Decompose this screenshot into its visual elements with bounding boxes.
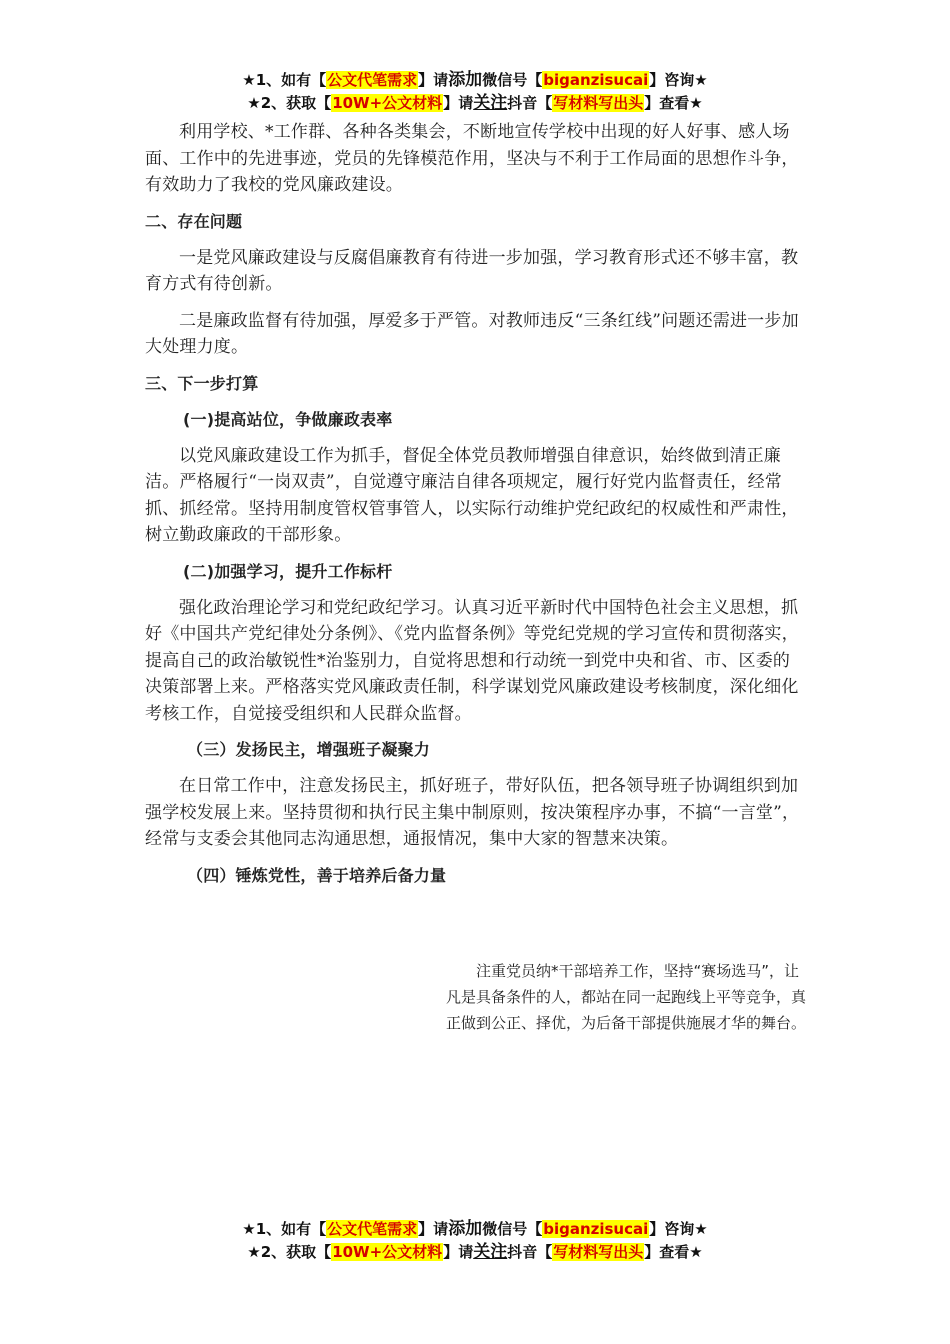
banner-line-1	[0, 1218, 950, 1241]
paragraph-step-4: 注重党员纳*干部培养工作，坚持“赛场选马”，让凡是具备条件的人，都站在同一起跑线上平等竞争，真正做到公正、择优，为后备干部提供施展才华的舞台。	[446, 962, 807, 1032]
highlight-wechat-id: biganzisucai	[543, 1220, 649, 1238]
highlight-wechat-id: biganzisucai	[543, 71, 649, 89]
paragraph-issue-2: 二是廉政监督有待加强，厚爱多于严管。对教师违反“三条红线”问题还需进一步加大处理力度。	[145, 310, 799, 357]
floating-text-box	[446, 958, 806, 1036]
banner-text: 】请	[418, 71, 449, 89]
banner-text: 】请	[443, 94, 474, 112]
banner-text: 】咨询★	[649, 71, 708, 89]
subheading-4: （四）锤炼党性，善于培养后备力量	[187, 865, 447, 885]
highlight-materials: 10W+公文材料	[332, 1243, 443, 1261]
paragraph-step-3: 在日常工作中，注意发扬民主，抓好班子，带好队伍，把各领导班子协调组织到加强学校发展上来。坚持贯彻和执行民主集中制原则，按决策程序办事，不搞“一言堂”，经常与支委会其他同志沟通思想，通报情况，集中大家的智慧来决策。	[145, 776, 800, 849]
banner-text: ★2、获取【	[247, 1243, 332, 1261]
banner-line-2	[0, 1241, 950, 1264]
banner-text: 】请	[418, 1220, 449, 1238]
heading-issues: 二、存在问题	[145, 211, 243, 231]
paragraph-issue-1: 一是党风廉政建设与反腐倡廉教育有待进一步加强，学习教育形式还不够丰富，教育方式有待创新。	[145, 247, 799, 294]
paragraph-step-2: 强化政治理论学习和党纪政纪学习。认真习近平新时代中国特色社会主义思想，抓好《中国共产党纪律处分条例》、《党内监督条例》等党纪党规的学习宣传和贯彻落实，提高自己的政治敏锐性*治鉴别力，自觉将思想和行动统一到党中央和省、市、区委的决策部署上来。严格落实党风廉政责任制，科学谋划党风廉政建设考核制度，深化细化考核工作，自觉接受组织和人民群众监督。	[145, 597, 799, 724]
highlight-service: 公文代笔需求	[327, 71, 418, 89]
paragraph-intro: 利用学校、*工作群、各种各类集会，不断地宣传学校中出现的好人好事、感人场面、工作中的先进事迹，党员的先锋模范作用，坚决与不利于工作局面的思想作斗争，有效助力了我校的党风廉政建设。	[145, 122, 799, 195]
banner-emphasis: 添加	[448, 1219, 483, 1239]
footer-banner	[0, 1218, 950, 1264]
banner-text: 】咨询★	[649, 1220, 708, 1238]
banner-text: ★1、如有【	[242, 1220, 327, 1238]
highlight-materials: 10W+公文材料	[332, 94, 443, 112]
banner-text: 抖音【	[507, 94, 553, 112]
banner-emphasis: 添加	[448, 70, 483, 90]
header-banner	[0, 69, 950, 115]
subheading-2: (二)加强学习，提升工作标杆	[183, 561, 393, 581]
banner-text: 】查看★	[644, 1243, 703, 1261]
banner-text: 微信号【	[482, 1220, 543, 1238]
banner-line-2	[0, 92, 950, 115]
highlight-service: 公文代笔需求	[327, 1220, 418, 1238]
banner-emphasis: 关注	[473, 1242, 508, 1262]
subheading-3: （三）发扬民主，增强班子凝聚力	[187, 740, 431, 759]
document-body	[145, 119, 807, 889]
highlight-douyin-id: 写材料写出头	[553, 1243, 644, 1261]
banner-text: ★2、获取【	[247, 94, 332, 112]
paragraph-step-1: 以党风廉政建设工作为抓手，督促全体党员教师增强自律意识，始终做到清正廉洁。严格履行“一岗双责”，自觉遵守廉洁自律各项规定，履行好党内监督责任，经常抓、抓经常。坚持用制度管权管事管人，以实际行动维护党纪政纪的权威性和严肃性，树立勤政廉政的干部形象。	[145, 445, 799, 545]
banner-emphasis: 关注	[473, 93, 508, 113]
highlight-douyin-id: 写材料写出头	[553, 94, 644, 112]
subheading-1: (一)提高站位，争做廉政表率	[183, 409, 393, 429]
banner-text: 】请	[443, 1243, 474, 1261]
heading-next-steps: 三、下一步打算	[145, 373, 259, 393]
banner-text: 抖音【	[507, 1243, 553, 1261]
banner-text: 】查看★	[644, 94, 703, 112]
banner-line-1	[0, 69, 950, 92]
banner-text: 微信号【	[482, 71, 543, 89]
banner-text: ★1、如有【	[242, 71, 327, 89]
